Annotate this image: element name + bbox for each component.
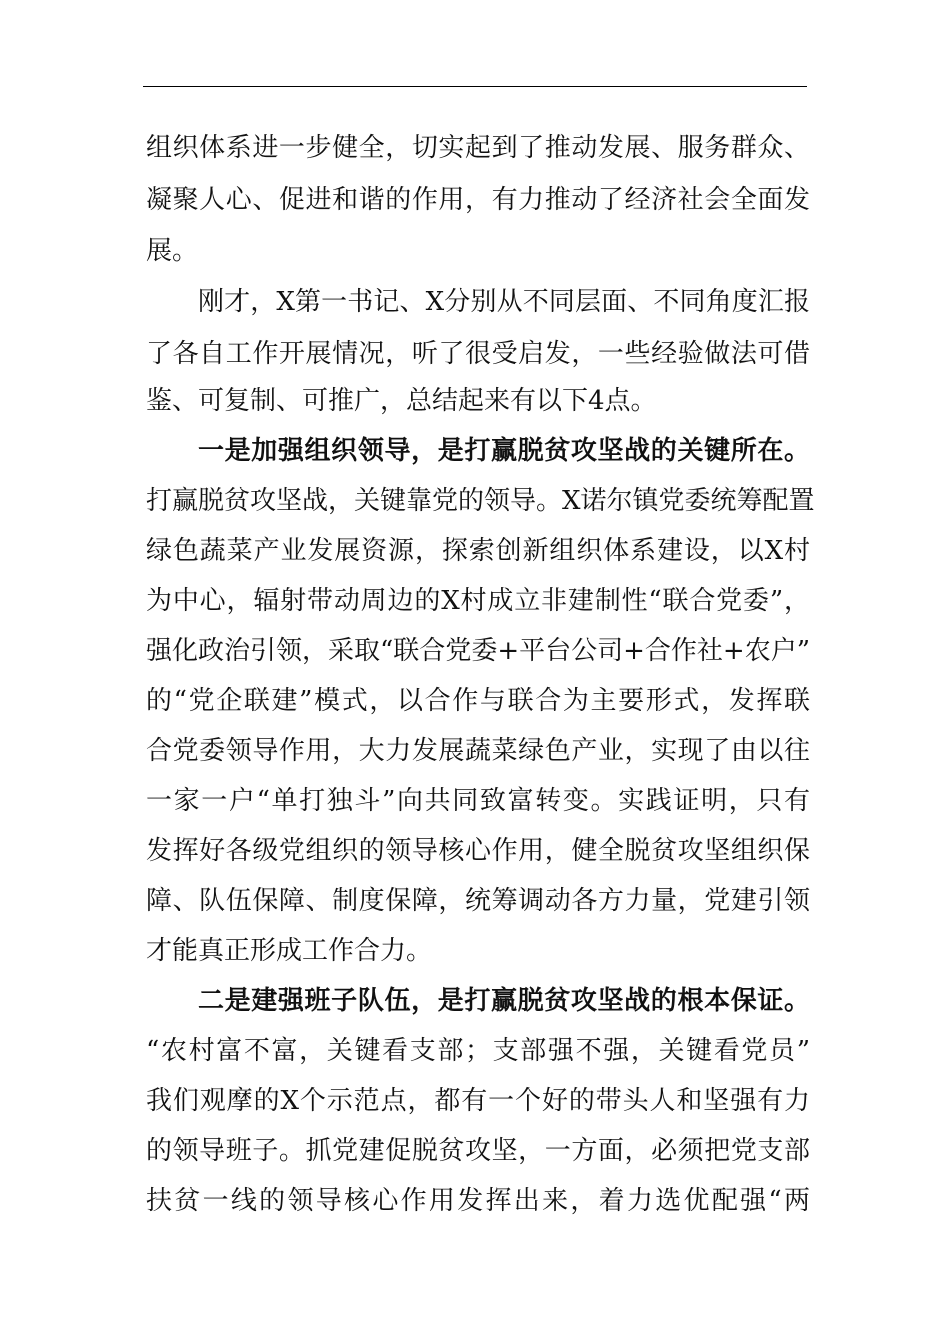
text-line: 障、队伍保障、制度保障，统筹调动各方力量，党建引领: [146, 886, 810, 916]
text-line: 为中心，辐射带动周边的X村成立非建制性“联合党委”，: [146, 586, 810, 616]
text-line: 凝聚人心、促进和谐的作用，有力推动了经济社会全面发: [146, 185, 810, 215]
section-heading: 二是建强班子队伍，是打赢脱贫攻坚战的根本保证。: [198, 986, 810, 1016]
text-line: 展。: [146, 236, 199, 266]
text-line: 我们观摩的X个示范点，都有一个好的带头人和坚强有力: [146, 1086, 810, 1116]
text-line: 绿色蔬菜产业发展资源，探索创新组织体系建设，以X村: [146, 536, 810, 566]
text-line: 打赢脱贫攻坚战，关键靠党的领导。X诺尔镇党委统筹配置: [146, 486, 815, 516]
text-line: 合党委领导作用，大力发展蔬菜绿色产业，实现了由以往: [146, 736, 810, 766]
text-line: 才能真正形成工作合力。: [146, 936, 433, 966]
text-line: 一家一户“单打独斗”向共同致富转变。实践证明，只有: [146, 786, 810, 816]
text-line: 鉴、可复制、可推广，总结起来有以下4点。: [146, 386, 657, 416]
text-line: 刚才，X第一书记、X分别从不同层面、不同角度汇报: [198, 287, 810, 317]
section-heading: 一是加强组织领导，是打赢脱贫攻坚战的关键所在。: [198, 436, 810, 466]
text-line: 扶贫一线的领导核心作用发挥出来，着力选优配强“两: [146, 1186, 810, 1216]
text-line: 的领导班子。抓党建促脱贫攻坚，一方面，必须把党支部: [146, 1136, 810, 1166]
text-line: “农村富不富，关键看支部；支部强不强，关键看党员”: [146, 1036, 810, 1066]
text-line: 强化政治引领，采取“联合党委+平台公司+合作社+农户”: [146, 636, 810, 666]
text-line: 的“党企联建”模式，以合作与联合为主要形式，发挥联: [146, 686, 810, 716]
text-line: 了各自工作开展情况，听了很受启发，一些经验做法可借: [146, 339, 810, 369]
text-line: 发挥好各级党组织的领导核心作用，健全脱贫攻坚组织保: [146, 836, 810, 866]
header-rule: [143, 86, 807, 87]
text-line: 组织体系进一步健全，切实起到了推动发展、服务群众、: [146, 133, 810, 163]
